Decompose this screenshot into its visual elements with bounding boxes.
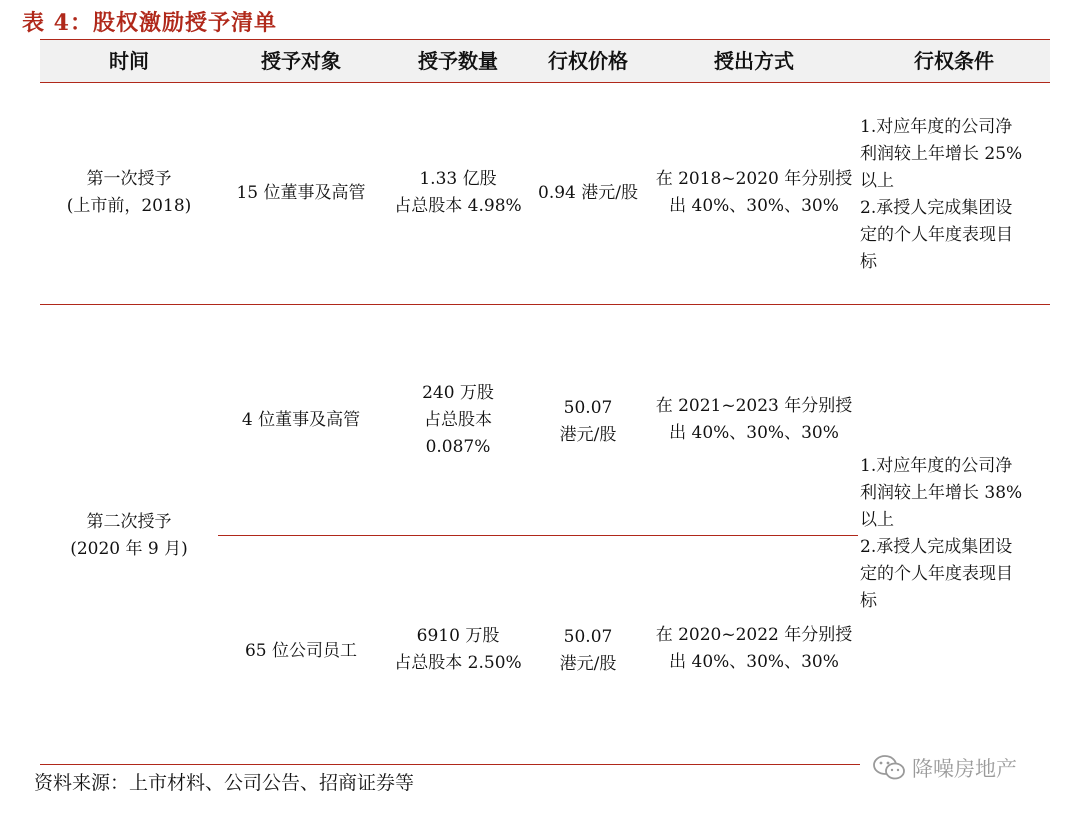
grant1-condition-cell bbox=[860, 114, 1050, 276]
grant1-quantity-line: 1.33 亿股 bbox=[419, 169, 497, 189]
grant2a-target-cell: 4 位董事及高管 bbox=[241, 410, 361, 430]
source-note: 资料来源：上市材料、公司公告、招商证券等 bbox=[34, 772, 415, 794]
grant2b-price-line: 50.07 bbox=[563, 627, 613, 647]
header-target: 授予对象 bbox=[261, 49, 341, 73]
grant2b-method-line: 在 2020~2022 年分别授 bbox=[655, 625, 853, 645]
grant2-condition-cell bbox=[860, 453, 1050, 615]
grant2b-method-cell bbox=[644, 622, 864, 676]
header-method: 授出方式 bbox=[714, 49, 794, 73]
subrow-separator-rule bbox=[218, 535, 858, 536]
grant2-condition-line: 利润较上年增长 38% bbox=[860, 483, 1023, 503]
grant2-condition-line: 以上 bbox=[860, 510, 894, 530]
grant2-condition-line: 定的个人年度表现目 bbox=[860, 564, 1013, 584]
grant1-price-cell: 0.94 港元/股 bbox=[538, 183, 638, 203]
grant2-time-line: 第二次授予 bbox=[86, 512, 172, 532]
grant1-target-cell: 15 位董事及高管 bbox=[236, 183, 366, 203]
grant1-condition-line: 2.承授人完成集团设 bbox=[860, 198, 1013, 218]
header-price: 行权价格 bbox=[548, 49, 628, 73]
grant-separator-rule bbox=[40, 304, 1050, 305]
grant1-condition-line: 1.对应年度的公司净 bbox=[860, 117, 1013, 137]
grant2a-price-line: 港元/股 bbox=[559, 425, 617, 445]
grant2-condition-line: 标 bbox=[860, 591, 877, 611]
grant2a-price-cell bbox=[532, 395, 644, 449]
grant2b-target-cell: 65 位公司员工 bbox=[244, 641, 358, 661]
grant1-method-cell bbox=[644, 166, 864, 220]
grant1-method-line: 在 2018~2020 年分别授 bbox=[655, 169, 853, 189]
watermark bbox=[872, 752, 1017, 784]
grant1-condition-line: 以上 bbox=[860, 171, 894, 191]
grant2b-method-line: 出 40%、30%、30% bbox=[669, 652, 839, 672]
grant1-time-cell bbox=[40, 166, 218, 220]
grant1-condition-line: 利润较上年增长 25% bbox=[860, 144, 1023, 164]
header-bottom-rule bbox=[40, 82, 1050, 83]
grant2a-quantity-line: 240 万股 bbox=[422, 383, 494, 403]
grant1-quantity-cell bbox=[384, 166, 532, 220]
grant2a-price-line: 50.07 bbox=[563, 398, 613, 418]
grant2a-quantity-cell bbox=[384, 380, 532, 461]
header-time: 时间 bbox=[109, 49, 149, 73]
grant1-method-line: 出 40%、30%、30% bbox=[669, 196, 839, 216]
table-bottom-rule bbox=[40, 764, 860, 765]
grant2-condition-line: 2.承授人完成集团设 bbox=[860, 537, 1013, 557]
grant1-condition-line: 定的个人年度表现目 bbox=[860, 225, 1013, 245]
grant2b-quantity-line: 6910 万股 bbox=[416, 626, 500, 646]
header-condition: 行权条件 bbox=[914, 49, 994, 73]
grant2a-quantity-line: 占总股本 bbox=[424, 410, 492, 430]
grant2a-quantity-line: 0.087% bbox=[425, 437, 491, 457]
grant2a-method-line: 出 40%、30%、30% bbox=[669, 423, 839, 443]
grant1-quantity-line: 占总股本 4.98% bbox=[394, 196, 522, 216]
grant2a-method-line: 在 2021~2023 年分别授 bbox=[655, 396, 853, 416]
grant2b-price-line: 港元/股 bbox=[559, 654, 617, 674]
header-quantity: 授予数量 bbox=[418, 49, 498, 73]
grant2a-method-cell bbox=[644, 393, 864, 447]
grant2-condition-line: 1.对应年度的公司净 bbox=[860, 456, 1013, 476]
grant2b-price-cell bbox=[532, 624, 644, 678]
grant2b-quantity-line: 占总股本 2.50% bbox=[394, 653, 522, 673]
wechat-icon bbox=[872, 754, 906, 782]
grant1-condition-line: 标 bbox=[860, 252, 877, 272]
grant1-time-line: (上市前，2018) bbox=[66, 196, 192, 216]
table-caption: 表 4：股权激励授予清单 bbox=[22, 10, 277, 36]
grant1-time-line: 第一次授予 bbox=[86, 169, 172, 189]
watermark-text: 降噪房地产 bbox=[912, 757, 1017, 781]
grant2-time-line: (2020 年 9 月) bbox=[70, 539, 188, 559]
grant2-time-cell bbox=[40, 509, 218, 563]
grant2b-quantity-cell bbox=[384, 623, 532, 677]
